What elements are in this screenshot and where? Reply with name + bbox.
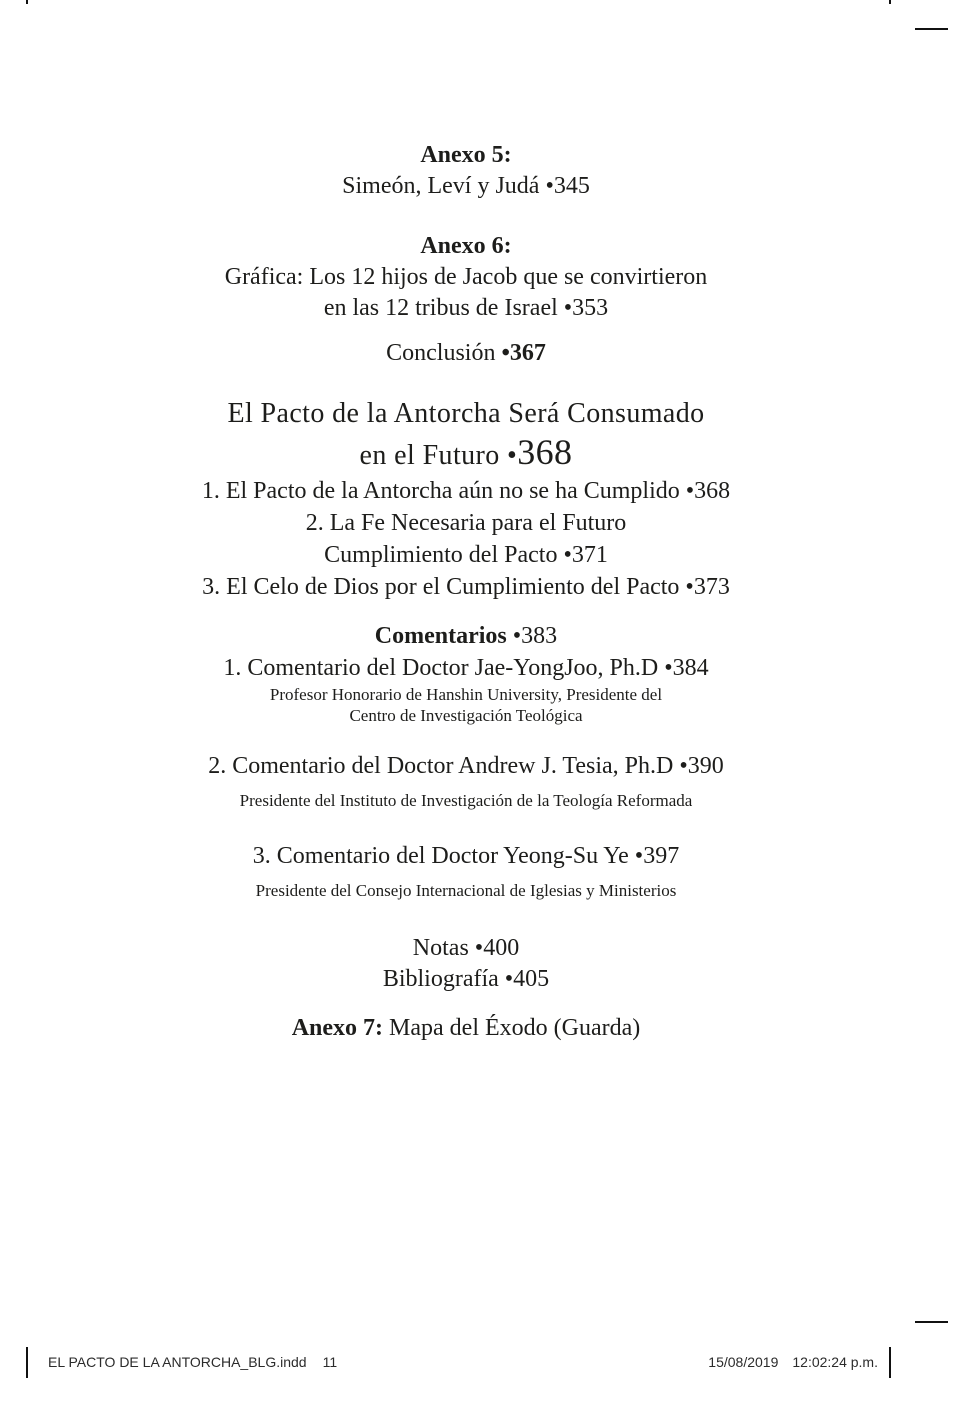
toc-entry-comentario-2: [0, 750, 932, 811]
footer-slug-right: [708, 1353, 878, 1371]
future-item-3: 3. El Celo de Dios por el Cumplimiento del Pacto •373: [202, 574, 730, 600]
footer-slug-left: [48, 1353, 337, 1371]
bibliografia-line: Bibliografía •405: [382, 966, 550, 992]
toc-entry-anexo6: [0, 231, 932, 324]
toc-entry-anexo7: [0, 1011, 932, 1045]
future-title-bullet: •: [507, 440, 518, 471]
anexo5-title-line: Simeón, Leví y Judá •345: [342, 173, 590, 199]
anexo7-line: [0, 1011, 932, 1045]
toc-entry-conclusion: [0, 338, 932, 369]
toc-section-future-title: [0, 395, 932, 475]
conclusion-line: [0, 338, 932, 369]
future-title-line1: El Pacto de la Antorcha Será Consumado: [227, 398, 705, 429]
comentario-1-subtitle-2: Centro de Investigación Teológica: [349, 706, 583, 725]
comentario-1-line: 1. Comentario del Doctor Jae-YongJoo, Ph.D •384: [223, 655, 709, 681]
toc-entry-notas-bibliografia: [0, 933, 932, 995]
anexo6-heading: Anexo 6:: [420, 233, 512, 259]
toc-future-items: [0, 475, 932, 603]
future-item-1: 1. El Pacto de la Antorcha aún no se ha Cumplido •368: [201, 478, 731, 504]
comentarios-heading: Comentarios: [374, 623, 507, 649]
future-item-2-continuation: Cumplimiento del Pacto •371: [324, 542, 608, 568]
future-title-line2-text: en el Futuro: [359, 440, 508, 471]
comentarios-page-number: •383: [506, 623, 558, 649]
conclusion-label: Conclusión: [386, 340, 502, 366]
comentario-2-line: 2. Comentario del Doctor Andrew J. Tesia, Ph.D •390: [208, 753, 724, 779]
comentario-3-line: 3. Comentario del Doctor Yeong-Su Ye •397: [252, 843, 680, 869]
future-item-2: 2. La Fe Necesaria para el Futuro: [305, 510, 627, 536]
toc-entry-anexo5: [0, 140, 932, 202]
anexo6-title-line1: Gráfica: Los 12 hijos de Jacob que se convirtieron: [224, 264, 708, 290]
future-title-line2: [0, 433, 932, 475]
conclusion-page-number: •367: [501, 340, 546, 366]
anexo7-heading: Anexo 7:: [291, 1015, 384, 1041]
anexo5-heading: Anexo 5:: [420, 142, 512, 168]
footer-time: 12:02:24 p.m.: [792, 1354, 878, 1370]
future-title-page-number: 368: [517, 432, 573, 472]
footer-page-number: 11: [322, 1354, 338, 1370]
anexo6-title-line2: en las 12 tribus de Israel •353: [323, 295, 609, 321]
comentario-3-subtitle: Presidente del Consejo Internacional de Iglesias y Ministerios: [255, 881, 677, 900]
footer-filename: EL PACTO DE LA ANTORCHA_BLG.indd: [48, 1354, 307, 1370]
toc-entry-comentario-3: [0, 840, 932, 901]
toc-section-comentarios: [0, 620, 932, 726]
anexo7-title: Mapa del Éxodo (Guarda): [383, 1015, 641, 1041]
comentario-1-subtitle-1: Profesor Honorario de Hanshin University, Presidente del: [269, 685, 663, 704]
comentario-2-subtitle: Presidente del Instituto de Investigación de la Teología Reformada: [239, 791, 693, 810]
notas-line: Notas •400: [412, 935, 520, 961]
footer-date: 15/08/2019: [708, 1354, 779, 1370]
comentarios-heading-line: [0, 620, 932, 652]
